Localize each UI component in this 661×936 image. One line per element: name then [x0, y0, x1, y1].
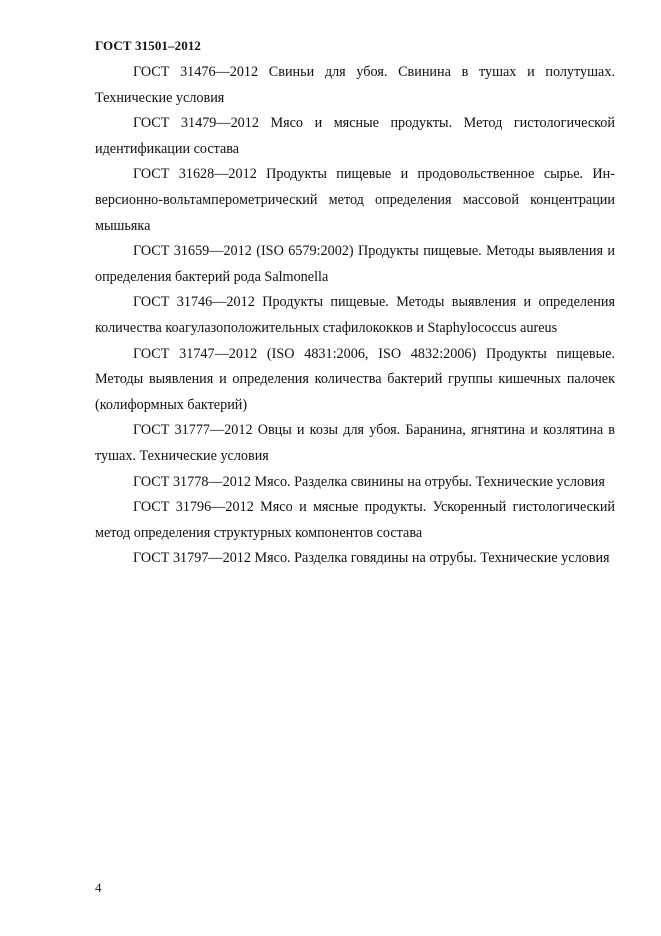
document-header: ГОСТ 31501–2012 — [95, 38, 202, 53]
reference-item-gost-31628: ГОСТ 31628—2012 Продукты пищевые и продовольственное сырье. Инверсионно-вольтамперометрический метод определения массовой концентрации мышьяка — [95, 166, 615, 234]
normative-references-list — [95, 60, 615, 572]
reference-item-gost-31796: ГОСТ 31796—2012 Мясо и мясные продукты. Ускоренный гистологический метод определения структурных компонентов состава — [95, 499, 615, 541]
reference-item-gost-31659: ГОСТ 31659—2012 (ISO 6579:2002) Продукты пищевые. Методы выявления и определения бактерий рода Salmonella — [95, 243, 615, 285]
reference-item-gost-31778: ГОСТ 31778—2012 Мясо. Разделка свинины на отрубы. Технические условия — [133, 473, 605, 490]
reference-item-gost-31747: ГОСТ 31747—2012 (ISO 4831:2006, ISO 4832:2006) Продукты пищевые. Методы выявления и определения количества бактерий группы кишечных палочек (колиформных бактерий) — [95, 345, 615, 413]
reference-item-gost-31797: ГОСТ 31797—2012 Мясо. Разделка говядины на отрубы. Технические условия — [133, 550, 610, 567]
reference-item-gost-31476: ГОСТ 31476—2012 Свиньи для убоя. Свинина в тушах и полутушах. Технические условия — [95, 64, 615, 106]
page-number: 4 — [95, 880, 102, 895]
reference-item-gost-31746: ГОСТ 31746—2012 Продукты пищевые. Методы выявления и определения количества коагулазоположительных стафилококков и Staphylococcus aureus — [95, 294, 615, 336]
reference-item-gost-31479: ГОСТ 31479—2012 Мясо и мясные продукты. Метод гистологической идентификации состава — [95, 115, 615, 157]
reference-item-gost-31777: ГОСТ 31777—2012 Овцы и козы для убоя. Баранина, ягнятина и козлятина в тушах. Технические условия — [95, 422, 615, 464]
